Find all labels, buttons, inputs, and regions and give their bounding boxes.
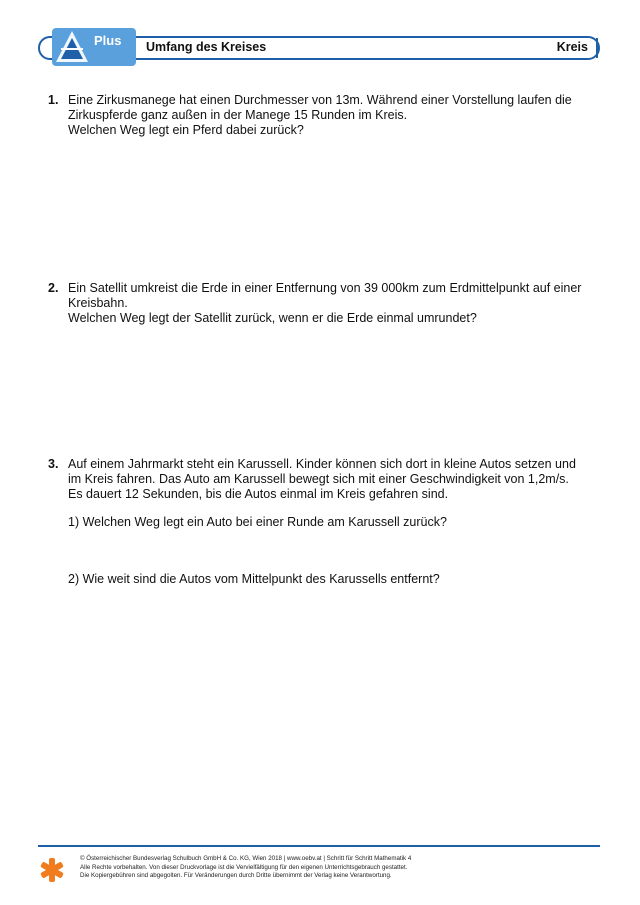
task-text: [68, 281, 588, 326]
task-line: Ein Satellit umkreist die Erde in einer Entfernung von 39 000km zum Erdmittelpunkt auf einer: [68, 281, 582, 295]
plus-logo: [52, 28, 136, 66]
task-line: im Kreis fahren. Das Auto am Karussell bewegt sich mit einer Geschwindigkeit von 1,2m/s.: [68, 472, 569, 486]
footer-line: © Österreichischer Bundesverlag Schulbuch GmbH & Co. KG, Wien 2018 | www.oebv.at | Schritt für Schritt Mathematik 4: [80, 855, 412, 862]
footer-line: Alle Rechte vorbehalten. Von dieser Druckvorlage ist die Vervielfältigung für den eigenen Unterrichtsgebrauch gestattet.: [80, 863, 408, 871]
footer-copyright: [80, 855, 580, 881]
topic-label: Kreis: [556, 40, 588, 54]
logo-text: Plus: [94, 33, 122, 48]
page-title: Umfang des Kreises: [146, 40, 267, 54]
task-line: Welchen Weg legt der Satellit zurück, wenn er die Erde einmal umrundet?: [68, 311, 477, 325]
subquestion-1: 1) Welchen Weg legt ein Auto bei einer Runde am Karussell zurück?: [68, 515, 447, 529]
task-number: 1.: [48, 93, 59, 107]
task-line: Eine Zirkusmanege hat einen Durchmesser von 13m. Während einer Vorstellung laufen die: [68, 93, 572, 107]
footer-line: Die Kopiergebühren sind abgegolten. Für Veränderungen durch Dritte übernimmt der Verlag keine Verantwortung.: [80, 872, 392, 879]
task-line: Zirkuspferde ganz außen in der Manege 15 Runden im Kreis.: [68, 108, 408, 122]
task-number: 2.: [48, 281, 59, 295]
task-text: [68, 457, 588, 502]
task-number: 3.: [48, 457, 59, 471]
task-line: Kreisbahn.: [68, 296, 128, 310]
header-divider: [596, 38, 598, 58]
publisher-logo-icon: [38, 856, 66, 884]
task-line: Welchen Weg legt ein Pferd dabei zurück?: [68, 123, 304, 137]
footer-divider: [38, 845, 600, 847]
task-line: Es dauert 12 Sekunden, bis die Autos einmal im Kreis gefahren sind.: [68, 487, 449, 501]
subquestion-2: 2) Wie weit sind die Autos vom Mittelpunkt des Karussells entfernt?: [68, 572, 440, 586]
task-line: Auf einem Jahrmarkt steht ein Karussell. Kinder können sich dort in kleine Autos setzen und: [68, 457, 576, 471]
task-text: [68, 93, 588, 138]
